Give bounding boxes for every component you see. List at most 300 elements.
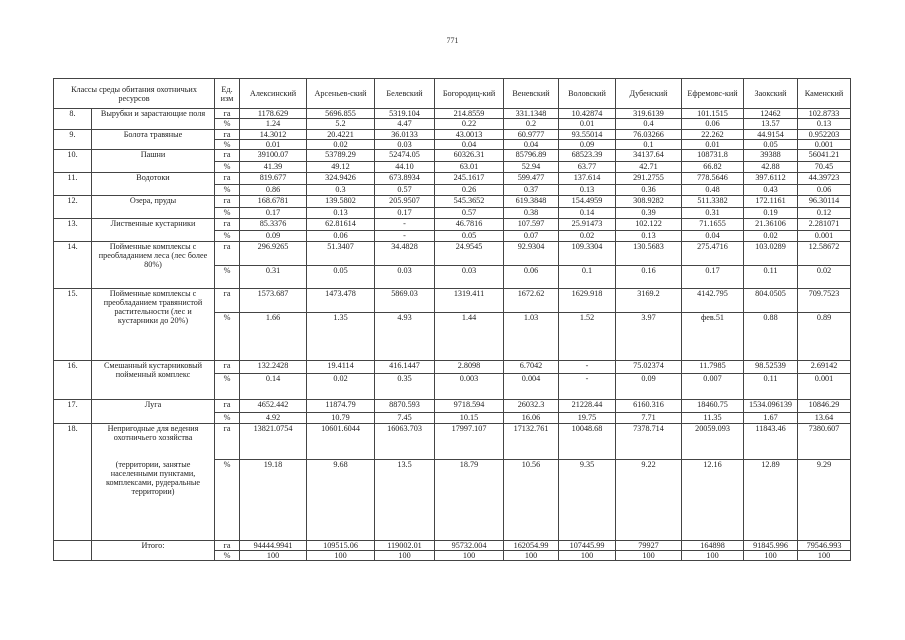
area-value-cell: 296.9265 <box>240 242 307 266</box>
percent-value-cell: 100 <box>504 551 559 561</box>
habitat-class-name <box>92 424 215 541</box>
area-value-cell: 1573.687 <box>240 289 307 313</box>
percent-value-cell: 13.5 <box>375 460 435 541</box>
area-value-cell: 102.8733 <box>798 109 851 119</box>
header-district: Веневский <box>504 79 559 109</box>
percent-value-cell: 1.66 <box>240 313 307 361</box>
table-row <box>54 361 851 374</box>
area-value-cell: 12462 <box>744 109 798 119</box>
area-value-cell: 39100.07 <box>240 150 307 162</box>
percent-value-cell: 0.09 <box>559 140 616 150</box>
area-value-cell: 319.6139 <box>616 109 682 119</box>
area-value-cell: 44.9154 <box>744 130 798 140</box>
table-row <box>54 150 851 162</box>
area-value-cell: 331.1348 <box>504 109 559 119</box>
percent-value-cell: 1.67 <box>744 413 798 424</box>
unit-cell: га <box>215 130 240 140</box>
table-row <box>54 289 851 313</box>
row-number: 14. <box>54 242 92 289</box>
area-value-cell: 109515.06 <box>307 541 375 551</box>
percent-value-cell: 0.57 <box>375 185 435 196</box>
unit-cell: % <box>215 413 240 424</box>
unit-cell: % <box>215 551 240 561</box>
habitat-class-label: Вырубки и зарастающие поля <box>100 109 206 118</box>
percent-value-cell: 1.03 <box>504 313 559 361</box>
percent-value-cell: 0.02 <box>798 266 851 289</box>
percent-value-cell: 0.48 <box>682 185 744 196</box>
row-number: 8. <box>54 109 92 130</box>
habitat-class-name <box>92 242 215 289</box>
unit-cell: га <box>215 361 240 374</box>
table-body <box>54 109 851 561</box>
percent-value-cell: 42.88 <box>744 162 798 173</box>
area-value-cell: 43.0013 <box>435 130 504 140</box>
percent-value-cell: 10.79 <box>307 413 375 424</box>
area-value-cell: 205.9507 <box>375 196 435 208</box>
percent-value-cell: 0.001 <box>798 140 851 150</box>
area-value-cell: 26032.3 <box>504 400 559 413</box>
percent-value-cell: 9.35 <box>559 460 616 541</box>
area-value-cell: 20059.093 <box>682 424 744 460</box>
unit-cell: % <box>215 231 240 242</box>
percent-value-cell: 0.4 <box>616 119 682 130</box>
percent-value-cell: 0.26 <box>435 185 504 196</box>
area-value-cell: 103.0289 <box>744 242 798 266</box>
unit-cell: га <box>215 400 240 413</box>
percent-value-cell: 0.007 <box>682 374 744 400</box>
percent-value-cell: 1.44 <box>435 313 504 361</box>
area-value-cell: 168.6781 <box>240 196 307 208</box>
percent-value-cell: 44.10 <box>375 162 435 173</box>
percent-value-cell: 0.86 <box>240 185 307 196</box>
row-number <box>54 541 92 561</box>
header-district: Ефремовс-кий <box>682 79 744 109</box>
percent-value-cell: 100 <box>307 551 375 561</box>
percent-value-cell: фев.51 <box>682 313 744 361</box>
percent-value-cell: 0.12 <box>798 208 851 219</box>
percent-value-cell: 0.1 <box>559 266 616 289</box>
percent-value-cell: 66.82 <box>682 162 744 173</box>
percent-value-cell: 0.01 <box>559 119 616 130</box>
area-value-cell: 34137.64 <box>616 150 682 162</box>
area-value-cell: 10.42874 <box>559 109 616 119</box>
area-value-cell: 85796.89 <box>504 150 559 162</box>
table-row <box>54 400 851 413</box>
area-value-cell: 416.1447 <box>375 361 435 374</box>
area-value-cell: 11.7985 <box>682 361 744 374</box>
area-value-cell: 11843.46 <box>744 424 798 460</box>
area-value-cell: 0.952203 <box>798 130 851 140</box>
header-habitat-class: Классы среды обитания охотничьих ресурсов <box>54 79 215 109</box>
row-number: 11. <box>54 173 92 196</box>
area-value-cell: 130.5683 <box>616 242 682 266</box>
percent-value-cell: 0.3 <box>307 185 375 196</box>
percent-value-cell: 70.45 <box>798 162 851 173</box>
area-value-cell: 76.03266 <box>616 130 682 140</box>
percent-value-cell: 0.03 <box>375 140 435 150</box>
unit-cell: % <box>215 140 240 150</box>
area-value-cell: 44.39723 <box>798 173 851 185</box>
habitat-class-name <box>92 400 215 424</box>
percent-value-cell: 11.35 <box>682 413 744 424</box>
percent-value-cell: 100 <box>616 551 682 561</box>
unit-cell: га <box>215 289 240 313</box>
unit-cell: га <box>215 150 240 162</box>
area-value-cell: 75.02374 <box>616 361 682 374</box>
area-value-cell: 2.69142 <box>798 361 851 374</box>
habitat-class-label: Водотоки <box>136 173 170 182</box>
table-row <box>54 242 851 266</box>
percent-value-cell: 0.11 <box>744 374 798 400</box>
row-number: 12. <box>54 196 92 219</box>
area-value-cell: 804.0505 <box>744 289 798 313</box>
percent-value-cell: 0.05 <box>435 231 504 242</box>
percent-value-cell: 0.2 <box>504 119 559 130</box>
area-value-cell: 93.55014 <box>559 130 616 140</box>
area-value-cell: 10048.68 <box>559 424 616 460</box>
area-value-cell: 5869.03 <box>375 289 435 313</box>
area-value-cell: 10846.29 <box>798 400 851 413</box>
unit-cell: % <box>215 313 240 361</box>
unit-cell: % <box>215 208 240 219</box>
percent-value-cell: 0.03 <box>435 266 504 289</box>
area-value-cell: 2.281071 <box>798 219 851 231</box>
area-value-cell: 2.8098 <box>435 361 504 374</box>
percent-value-cell: 0.04 <box>435 140 504 150</box>
area-value-cell: 8870.593 <box>375 400 435 413</box>
percent-value-cell: 0.35 <box>375 374 435 400</box>
unit-cell: га <box>215 173 240 185</box>
header-district: Арсеньев-ский <box>307 79 375 109</box>
habitat-class-name <box>92 130 215 150</box>
percent-value-cell: 7.45 <box>375 413 435 424</box>
percent-value-cell: 9.68 <box>307 460 375 541</box>
area-value-cell: 12.58672 <box>798 242 851 266</box>
area-value-cell: 46.7816 <box>435 219 504 231</box>
area-value-cell: 36.0133 <box>375 130 435 140</box>
percent-value-cell: 0.37 <box>504 185 559 196</box>
percent-value-cell: 0.43 <box>744 185 798 196</box>
habitat-class-label: Лиственные кустарники <box>110 219 196 228</box>
percent-value-cell: 0.57 <box>435 208 504 219</box>
unit-cell: га <box>215 196 240 208</box>
habitat-class-name <box>92 109 215 130</box>
row-number: 18. <box>54 424 92 541</box>
percent-value-cell: 18.79 <box>435 460 504 541</box>
habitat-class-sublabel: (территории, занятые населенными пунктами, комплексами, рудеральные территории) <box>105 460 201 496</box>
habitat-class-label: Озера, пруды <box>129 196 177 205</box>
percent-value-cell: 0.38 <box>504 208 559 219</box>
percent-value-cell: 9.22 <box>616 460 682 541</box>
area-value-cell: 21.36106 <box>744 219 798 231</box>
percent-value-cell: 52.94 <box>504 162 559 173</box>
area-value-cell: 5319.104 <box>375 109 435 119</box>
header-district: Воловский <box>559 79 616 109</box>
percent-value-cell: 7.71 <box>616 413 682 424</box>
percent-value-cell: 0.09 <box>616 374 682 400</box>
percent-value-cell: - <box>559 374 616 400</box>
percent-value-cell: 9.29 <box>798 460 851 541</box>
percent-value-cell: 0.02 <box>307 140 375 150</box>
percent-value-cell: 19.75 <box>559 413 616 424</box>
area-value-cell: 5696.855 <box>307 109 375 119</box>
habitat-class-label: Луга <box>144 400 162 409</box>
percent-value-cell: 0.06 <box>307 231 375 242</box>
habitat-class-name <box>92 196 215 219</box>
percent-value-cell: 0.19 <box>744 208 798 219</box>
percent-value-cell: 63.77 <box>559 162 616 173</box>
row-number: 17. <box>54 400 92 424</box>
habitat-class-label: Смешанный кустарниковый пойменный комплекс <box>103 361 203 379</box>
percent-value-cell: 0.02 <box>559 231 616 242</box>
percent-value-cell: 0.36 <box>616 185 682 196</box>
table-header-row <box>54 79 851 109</box>
percent-value-cell: 4.93 <box>375 313 435 361</box>
area-value-cell: - <box>559 361 616 374</box>
table-row <box>54 219 851 231</box>
percent-value-cell: 0.16 <box>616 266 682 289</box>
percent-value-cell: 0.13 <box>616 231 682 242</box>
area-value-cell: 109.3304 <box>559 242 616 266</box>
area-value-cell: 18460.75 <box>682 400 744 413</box>
area-value-cell: 162054.99 <box>504 541 559 551</box>
percent-value-cell: 0.13 <box>559 185 616 196</box>
unit-cell: % <box>215 374 240 400</box>
area-value-cell: 79546.993 <box>798 541 851 551</box>
area-value-cell: - <box>375 219 435 231</box>
header-district: Богородиц-кий <box>435 79 504 109</box>
habitat-class-label: Итого: <box>141 541 165 550</box>
percent-value-cell: 0.01 <box>682 140 744 150</box>
area-value-cell: 11874.79 <box>307 400 375 413</box>
area-value-cell: 1629.918 <box>559 289 616 313</box>
habitat-class-label: Пойменные комплексы с преобладанием леса (лес более 80%) <box>98 242 208 269</box>
area-value-cell: 709.7523 <box>798 289 851 313</box>
area-value-cell: 172.1161 <box>744 196 798 208</box>
unit-cell: га <box>215 242 240 266</box>
percent-value-cell: 63.01 <box>435 162 504 173</box>
percent-value-cell: 0.17 <box>240 208 307 219</box>
percent-value-cell: 100 <box>375 551 435 561</box>
percent-value-cell: 5.2 <box>307 119 375 130</box>
unit-cell: % <box>215 266 240 289</box>
unit-cell: % <box>215 185 240 196</box>
area-value-cell: 119002.01 <box>375 541 435 551</box>
area-value-cell: 16063.703 <box>375 424 435 460</box>
row-number: 10. <box>54 150 92 173</box>
area-value-cell: 39388 <box>744 150 798 162</box>
percent-value-cell: 0.14 <box>559 208 616 219</box>
percent-value-cell: - <box>375 231 435 242</box>
table-row <box>54 424 851 460</box>
area-value-cell: 71.1655 <box>682 219 744 231</box>
unit-cell: % <box>215 119 240 130</box>
percent-value-cell: 3.97 <box>616 313 682 361</box>
percent-value-cell: 0.02 <box>744 231 798 242</box>
page-number: 771 <box>446 36 459 45</box>
habitat-class-name <box>92 541 215 561</box>
percent-value-cell: 0.22 <box>435 119 504 130</box>
area-value-cell: 324.9426 <box>307 173 375 185</box>
area-value-cell: 92.9304 <box>504 242 559 266</box>
unit-cell: га <box>215 541 240 551</box>
percent-value-cell: 0.05 <box>307 266 375 289</box>
percent-value-cell: 42.71 <box>616 162 682 173</box>
area-value-cell: 107.597 <box>504 219 559 231</box>
header-district: Алексинский <box>240 79 307 109</box>
area-value-cell: 19.4114 <box>307 361 375 374</box>
area-value-cell: 52474.05 <box>375 150 435 162</box>
percent-value-cell: 4.47 <box>375 119 435 130</box>
percent-value-cell: 100 <box>744 551 798 561</box>
area-value-cell: 25.91473 <box>559 219 616 231</box>
unit-cell: га <box>215 424 240 460</box>
percent-value-cell: 16.06 <box>504 413 559 424</box>
area-value-cell: 14.3012 <box>240 130 307 140</box>
table-row <box>54 173 851 185</box>
percent-value-cell: 0.39 <box>616 208 682 219</box>
percent-value-cell: 0.04 <box>504 140 559 150</box>
percent-value-cell: 100 <box>240 551 307 561</box>
area-value-cell: 132.2428 <box>240 361 307 374</box>
percent-value-cell: 13.57 <box>744 119 798 130</box>
area-value-cell: 6.7042 <box>504 361 559 374</box>
area-value-cell: 102.122 <box>616 219 682 231</box>
percent-value-cell: 0.31 <box>682 208 744 219</box>
row-number: 15. <box>54 289 92 361</box>
area-value-cell: 34.4828 <box>375 242 435 266</box>
habitat-class-label: Болота травяные <box>123 130 183 139</box>
row-number: 9. <box>54 130 92 150</box>
area-value-cell: 3169.2 <box>616 289 682 313</box>
area-value-cell: 275.4716 <box>682 242 744 266</box>
area-value-cell: 778.5646 <box>682 173 744 185</box>
header-district: Каменский <box>798 79 851 109</box>
area-value-cell: 245.1617 <box>435 173 504 185</box>
header-unit: Ед. изм <box>215 79 240 109</box>
area-value-cell: 62.81614 <box>307 219 375 231</box>
area-value-cell: 1672.62 <box>504 289 559 313</box>
area-value-cell: 511.3382 <box>682 196 744 208</box>
area-value-cell: 164898 <box>682 541 744 551</box>
area-value-cell: 85.3376 <box>240 219 307 231</box>
percent-value-cell: 100 <box>435 551 504 561</box>
table-row <box>54 541 851 551</box>
percent-value-cell: 0.03 <box>375 266 435 289</box>
habitat-class-name <box>92 219 215 242</box>
area-value-cell: 22.262 <box>682 130 744 140</box>
area-value-cell: 4652.442 <box>240 400 307 413</box>
area-value-cell: 108731.8 <box>682 150 744 162</box>
habitat-class-name <box>92 289 215 361</box>
area-value-cell: 95732.004 <box>435 541 504 551</box>
percent-value-cell: 41.39 <box>240 162 307 173</box>
percent-value-cell: 0.02 <box>307 374 375 400</box>
percent-value-cell: 0.05 <box>744 140 798 150</box>
unit-cell: % <box>215 162 240 173</box>
percent-value-cell: 1.52 <box>559 313 616 361</box>
habitat-class-label: Пашни <box>140 150 166 159</box>
area-value-cell: 7378.714 <box>616 424 682 460</box>
percent-value-cell: 19.18 <box>240 460 307 541</box>
percent-value-cell: 0.003 <box>435 374 504 400</box>
area-value-cell: 79927 <box>616 541 682 551</box>
area-value-cell: 1178.629 <box>240 109 307 119</box>
area-value-cell: 819.677 <box>240 173 307 185</box>
header-district: Заокский <box>744 79 798 109</box>
percent-value-cell: 12.16 <box>682 460 744 541</box>
percent-value-cell: 0.06 <box>798 185 851 196</box>
table-row <box>54 109 851 119</box>
percent-value-cell: 0.11 <box>744 266 798 289</box>
percent-value-cell: 12.89 <box>744 460 798 541</box>
percent-value-cell: 49.12 <box>307 162 375 173</box>
area-value-cell: 308.9282 <box>616 196 682 208</box>
area-value-cell: 599.477 <box>504 173 559 185</box>
area-value-cell: 94444.9941 <box>240 541 307 551</box>
unit-cell: % <box>215 460 240 541</box>
percent-value-cell: 100 <box>682 551 744 561</box>
percent-value-cell: 0.01 <box>240 140 307 150</box>
habitat-class-name <box>92 361 215 400</box>
header-district: Белевский <box>375 79 435 109</box>
area-value-cell: 20.4221 <box>307 130 375 140</box>
area-value-cell: 10601.6044 <box>307 424 375 460</box>
area-value-cell: 68523.39 <box>559 150 616 162</box>
percent-value-cell: 0.001 <box>798 374 851 400</box>
area-value-cell: 60.9777 <box>504 130 559 140</box>
area-value-cell: 1473.478 <box>307 289 375 313</box>
area-value-cell: 154.4959 <box>559 196 616 208</box>
area-value-cell: 24.9545 <box>435 242 504 266</box>
percent-value-cell: 0.06 <box>504 266 559 289</box>
area-value-cell: 13821.0754 <box>240 424 307 460</box>
percent-value-cell: 0.88 <box>744 313 798 361</box>
area-value-cell: 17132.761 <box>504 424 559 460</box>
area-value-cell: 51.3407 <box>307 242 375 266</box>
area-value-cell: 101.1515 <box>682 109 744 119</box>
area-value-cell: 56041.21 <box>798 150 851 162</box>
area-value-cell: 98.52539 <box>744 361 798 374</box>
area-value-cell: 545.3652 <box>435 196 504 208</box>
table-row <box>54 196 851 208</box>
area-value-cell: 53789.29 <box>307 150 375 162</box>
area-value-cell: 619.3848 <box>504 196 559 208</box>
percent-value-cell: 0.14 <box>240 374 307 400</box>
habitat-class-name <box>92 173 215 196</box>
percent-value-cell: 0.1 <box>616 140 682 150</box>
percent-value-cell: 0.13 <box>798 119 851 130</box>
area-value-cell: 17997.107 <box>435 424 504 460</box>
area-value-cell: 214.8559 <box>435 109 504 119</box>
percent-value-cell: 0.17 <box>682 266 744 289</box>
percent-value-cell: 13.64 <box>798 413 851 424</box>
percent-value-cell: 0.31 <box>240 266 307 289</box>
area-value-cell: 91845.996 <box>744 541 798 551</box>
percent-value-cell: 100 <box>798 551 851 561</box>
area-value-cell: 1534.096139 <box>744 400 798 413</box>
habitat-classes-table <box>53 78 851 561</box>
unit-cell: га <box>215 219 240 231</box>
percent-value-cell: 0.04 <box>682 231 744 242</box>
area-value-cell: 107445.99 <box>559 541 616 551</box>
percent-value-cell: 10.15 <box>435 413 504 424</box>
row-number: 16. <box>54 361 92 400</box>
percent-value-cell: 0.07 <box>504 231 559 242</box>
area-value-cell: 21228.44 <box>559 400 616 413</box>
header-district: Дубенский <box>616 79 682 109</box>
unit-cell: га <box>215 109 240 119</box>
